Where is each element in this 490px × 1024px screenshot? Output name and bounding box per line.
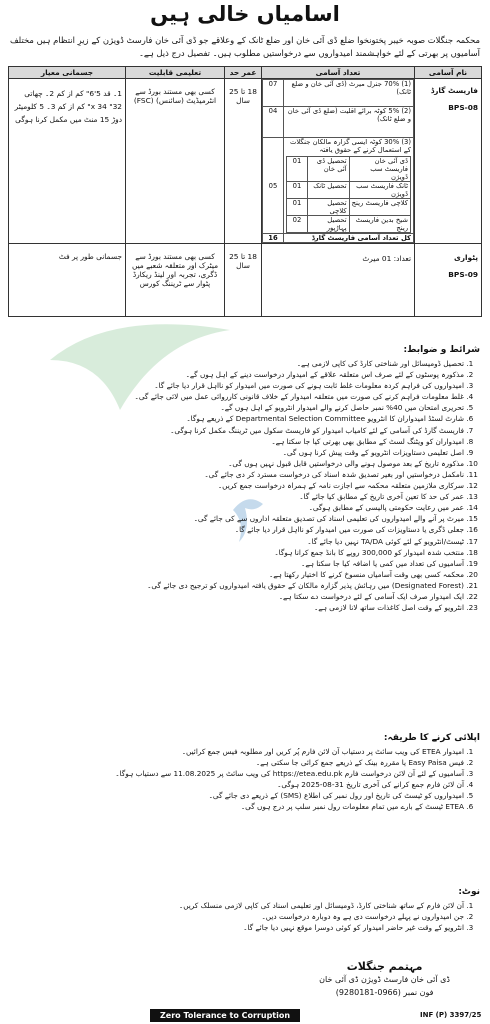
list-item: 3. انٹرویو کے وقت غیر حاضر امیدوار کو کوئی دوسرا موقع نہیں دیا جائے گا۔ (0, 922, 464, 933)
qualification: کسی بھی مستند بورڈ سے انٹرمیڈیٹ (سائنس) (FSC) (126, 79, 225, 244)
list-item: 14. عمر میں رعایت حکومتی پالیسی کے مطابق ہوگی۔ (0, 502, 464, 513)
quota-general-count: 07 (263, 80, 284, 107)
header-post-name: نام آسامی (415, 67, 482, 79)
list-item: 7. فاریسٹ گارڈ کی آسامی کے لئے کامیاب امیدوار کو فاریسٹ سکول میں ٹریننگ مکمل کرنا ہوگی۔ (0, 425, 464, 436)
list-item: 3. امیدواروں کی فراہم کردہ معلومات غلط ثابت ہونے کی صورت میں امیدوار کو نااہل قرار دیا جائے گا۔ (0, 380, 464, 391)
list-item: 20. محکمہ کسی بھی وقت آسامیاں منسوخ کرنے کا اختیار رکھتا ہے۔ (0, 569, 464, 580)
list-item: 9. اصل تعلیمی دستاویزات انٹرویو کے وقت پیش کرنا ہوں گی۔ (0, 447, 464, 458)
list-item: 4. غلط معلومات فراہم کرنے کی صورت میں متعلقہ امیدوار کے خلاف قانونی کارروائی عمل میں لائی جائے گی۔ (0, 391, 464, 402)
subdivision-count: 01 (287, 182, 308, 199)
slogan-banner: Zero Tolerance to Corruption (150, 1009, 300, 1022)
subdivision-count: 01 (287, 157, 308, 182)
list-item: 22. ایک امیدوار صرف ایک آسامی کے لئے درخواست دے سکتا ہے۔ (0, 591, 464, 602)
subdivision-area: شیخ بدین فاریسٹ رینج (349, 216, 410, 233)
subdivision-tehsil: تحصیل کلاچی (308, 199, 350, 216)
inf-number: INF (P) 3397/25 (420, 1011, 482, 1019)
subdivision-area: ٹانک فاریسٹ سب ڈویژن (349, 182, 410, 199)
list-item: 4. آن لائن فارم جمع کرانے کی آخری تاریخ 31-08-2025 ہوگی۔ (0, 779, 464, 790)
list-item: 10. مذکورہ تاریخ کے بعد موصول ہونے والی درخواستیں قابل قبول نہیں ہوں گی۔ (0, 458, 464, 469)
age-limit: 18 تا 25 سال (225, 79, 262, 244)
subdivision-count: 02 (287, 216, 308, 233)
subdivision-area: کلاچی فاریسٹ رینج (349, 199, 410, 216)
signature-title: مہتمم جنگلات (346, 960, 423, 973)
list-item: 3. آسامیوں کے لئے آن لائن درخواست فارم https://etea.edu.pk کی ویب سائٹ پر 11.08.2025 سے دستیاب ہوگا۔ (0, 768, 464, 779)
signature-block (319, 960, 450, 999)
total-count: 16 (263, 234, 284, 243)
post-name-cell (415, 79, 482, 244)
list-item: 21. (Designated Forest) میں رہائش پذیر گزارہ مالکان کے حقوق یافتہ امیدواروں کو ترجیح دی جائے گی۔ (0, 580, 464, 591)
conditions-list (0, 358, 480, 613)
list-item: 15. میرٹ پر آنے والے امیدواروں کی تعلیمی اسناد کی تصدیق متعلقہ اداروں سے کی جائے گی۔ (0, 513, 464, 524)
list-item: 12. سرکاری ملازمین متعلقہ محکمہ سے اجازت نامہ کے ہمراہ درخواست جمع کریں۔ (0, 480, 464, 491)
list-item: 23. انٹرویو کے وقت اصل کاغذات ساتھ لانا لازمی ہے۔ (0, 602, 464, 613)
apply-heading: اپلائی کرنے کا طریقہ: (383, 733, 480, 743)
post-count: تعداد: 01 میرٹ (262, 244, 415, 317)
list-item: 2. مذکورہ پوسٹوں کے لئے صرف اس متعلقہ علاقے کے امیدوار درخواست دینے کے اہل ہوں گے۔ (0, 369, 464, 380)
list-item: 1. امیدوار ETEA کی ویب سائٹ پر دستیاب آن لائن فارم پُر کریں اور مطلوبہ فیس جمع کرائیں۔ (0, 746, 464, 757)
table-header-row (9, 67, 482, 79)
post-count-cell (262, 79, 415, 244)
list-item: 13. عمر کی حد کا تعین آخری تاریخ کے مطابق کیا جائے گا۔ (0, 491, 464, 502)
physical-standard: 1۔ قد 5'6" کم از کم 2۔ چھاتی 32" x 34" کم از کم 3۔ 5 کلومیٹر دوڑ 15 منٹ میں مکمل کرنا ہوگی (9, 79, 126, 244)
physical-standard: جسمانی طور پر فٹ (9, 244, 126, 317)
post-name: فاریسٹ گارڈ (430, 86, 478, 95)
vacancy-table (8, 66, 482, 317)
header-physical: جسمانی معیار (9, 67, 126, 79)
quota-minority: (2) 5% کوٹہ برائے اقلیت (ضلع ڈی آئی خان و ضلع ٹانک) (284, 107, 414, 138)
age-limit: 18 تا 25 سال (225, 244, 262, 317)
list-item: 6. شارٹ لسٹڈ امیدواران کا انٹرویو Departmental Selection Committee کے ذریعے ہوگا۔ (0, 413, 464, 424)
qualification: کسی بھی مستند بورڈ سے میٹرک اور متعلقہ شعبے میں ڈگری، تجربہ اور لینڈ ریکارڈ پٹوار سے ٹریننگ کورس (126, 244, 225, 317)
notes-heading: نوٹ: (458, 887, 480, 897)
list-item: 1. آن لائن فارم کے ساتھ شناختی کارڈ، ڈومیسائل اور تعلیمی اسناد کی کاپی لازمی منسلک کریں۔ (0, 900, 464, 911)
subdivision-tehsil: تحصیل ڈی آئی خان (308, 157, 350, 182)
post-name-cell (415, 244, 482, 317)
total-label: کل تعداد آسامی فاریسٹ گارڈ (284, 234, 414, 243)
quota-rights-count: 05 (263, 138, 284, 234)
list-item (287, 199, 411, 216)
list-item (287, 182, 411, 199)
list-item (287, 216, 411, 233)
subdivision-count: 01 (287, 199, 308, 216)
table-row (9, 244, 482, 317)
header-age: عمر حد (225, 67, 262, 79)
quota-minority-count: 04 (263, 107, 284, 138)
post-scale: BPS-08 (448, 103, 478, 112)
quota-general: (1) 70% جنرل میرٹ (ڈی آئی خان و ضلع ٹانک) (284, 80, 414, 107)
subdivision-table (286, 156, 411, 233)
subdivision-tehsil: تحصیل ٹانک (308, 182, 350, 199)
list-item: 11. نامکمل درخواستیں اور بغیر تصدیق شدہ اسناد کی درخواست مسترد کر دی جائے گی۔ (0, 469, 464, 480)
notes-list (0, 900, 480, 933)
quota-table (262, 79, 414, 243)
list-item: 1. تحصیل ڈومیسائل اور شناختی کارڈ کی کاپی لازمی ہے۔ (0, 358, 464, 369)
intro-paragraph: محکمہ جنگلات صوبہ خیبر پختونخوا ضلع ڈی آئی خان اور ضلع ٹانک کے وعلاقے جو ڈی آئی خان فارسٹ ڈویژن کے زیرِ انتظام ہیں مختلف آسامیوں پر بھرتی کے لئے خواہشمند امیدواروں سے درخواستیں مطلوب ہیں۔ تفصیل درج ذیل ہے۔ (10, 35, 480, 58)
list-item: 8. امیدواران کو ویٹنگ لسٹ کے مطابق بھی بھرتی کیا جا سکتا ہے۔ (0, 436, 464, 447)
list-item: 16. جعلی ڈگری یا دستاویزات کی صورت میں امیدوار کو نااہل قرار دیا جائے گا۔ (0, 524, 464, 535)
list-item: 5. تحریری امتحان میں 40% نمبر حاصل کرنے والے امیدوار انٹرویو کے اہل ہوں گے۔ (0, 402, 464, 413)
signature-office: ڈی آئی خان فارسٹ ڈویژن ڈی آئی خان (319, 975, 450, 984)
list-item (287, 157, 411, 182)
list-item: 2. فیس Easy Paisa یا مقررہ بینک کے ذریعے جمع کرائی جا سکتی ہے۔ (0, 757, 464, 768)
header-qualification: تعلیمی قابلیت (126, 67, 225, 79)
table-row (9, 79, 482, 244)
post-name: پٹواری (454, 253, 478, 262)
page-title: اسامیاں خالی ہیں (150, 2, 340, 26)
quota-rights-label: (3) 30% کوٹہ ایسی گزارہ مالکان جنگلات کے استعمال کرنے کے حقوق یافتہ (289, 138, 411, 154)
list-item: 17. ٹیسٹ/انٹرویو کے لئے کوئی TA/DA نہیں دیا جائے گا۔ (0, 536, 464, 547)
list-item: 19. آسامیوں کی تعداد میں کمی یا اضافہ کیا جا سکتا ہے۔ (0, 558, 464, 569)
list-item: 5. امیدواروں کو ٹیسٹ کی تاریخ اور رول نمبر کی اطلاع (SMS) کے ذریعے دی جائے گی۔ (0, 790, 464, 801)
subdivision-area: ڈی آئی خان فاریسٹ سب ڈویژن (349, 157, 410, 182)
list-item: 18. منتخب شدہ امیدوار کو 300,000 روپے کا بانڈ جمع کرانا ہوگا۔ (0, 547, 464, 558)
list-item: 2. جن امیدواروں نے پہلے درخواست دی ہے وہ دوبارہ درخواست دیں۔ (0, 911, 464, 922)
post-scale: BPS-09 (448, 270, 478, 279)
apply-list (0, 746, 480, 813)
signature-phone: فون نمبر (0966-9280181) (335, 988, 434, 997)
list-item: 6. ETEA ٹیسٹ کے بارے میں تمام معلومات رول نمبر سلپ پر درج ہوں گی۔ (0, 801, 464, 812)
header-post-count: تعداد آسامی (262, 67, 415, 79)
quota-rights-holders (284, 138, 414, 234)
conditions-heading: شرائط و ضوابط: (403, 345, 480, 355)
subdivision-tehsil: تحصیل پہاڑپور (308, 216, 350, 233)
